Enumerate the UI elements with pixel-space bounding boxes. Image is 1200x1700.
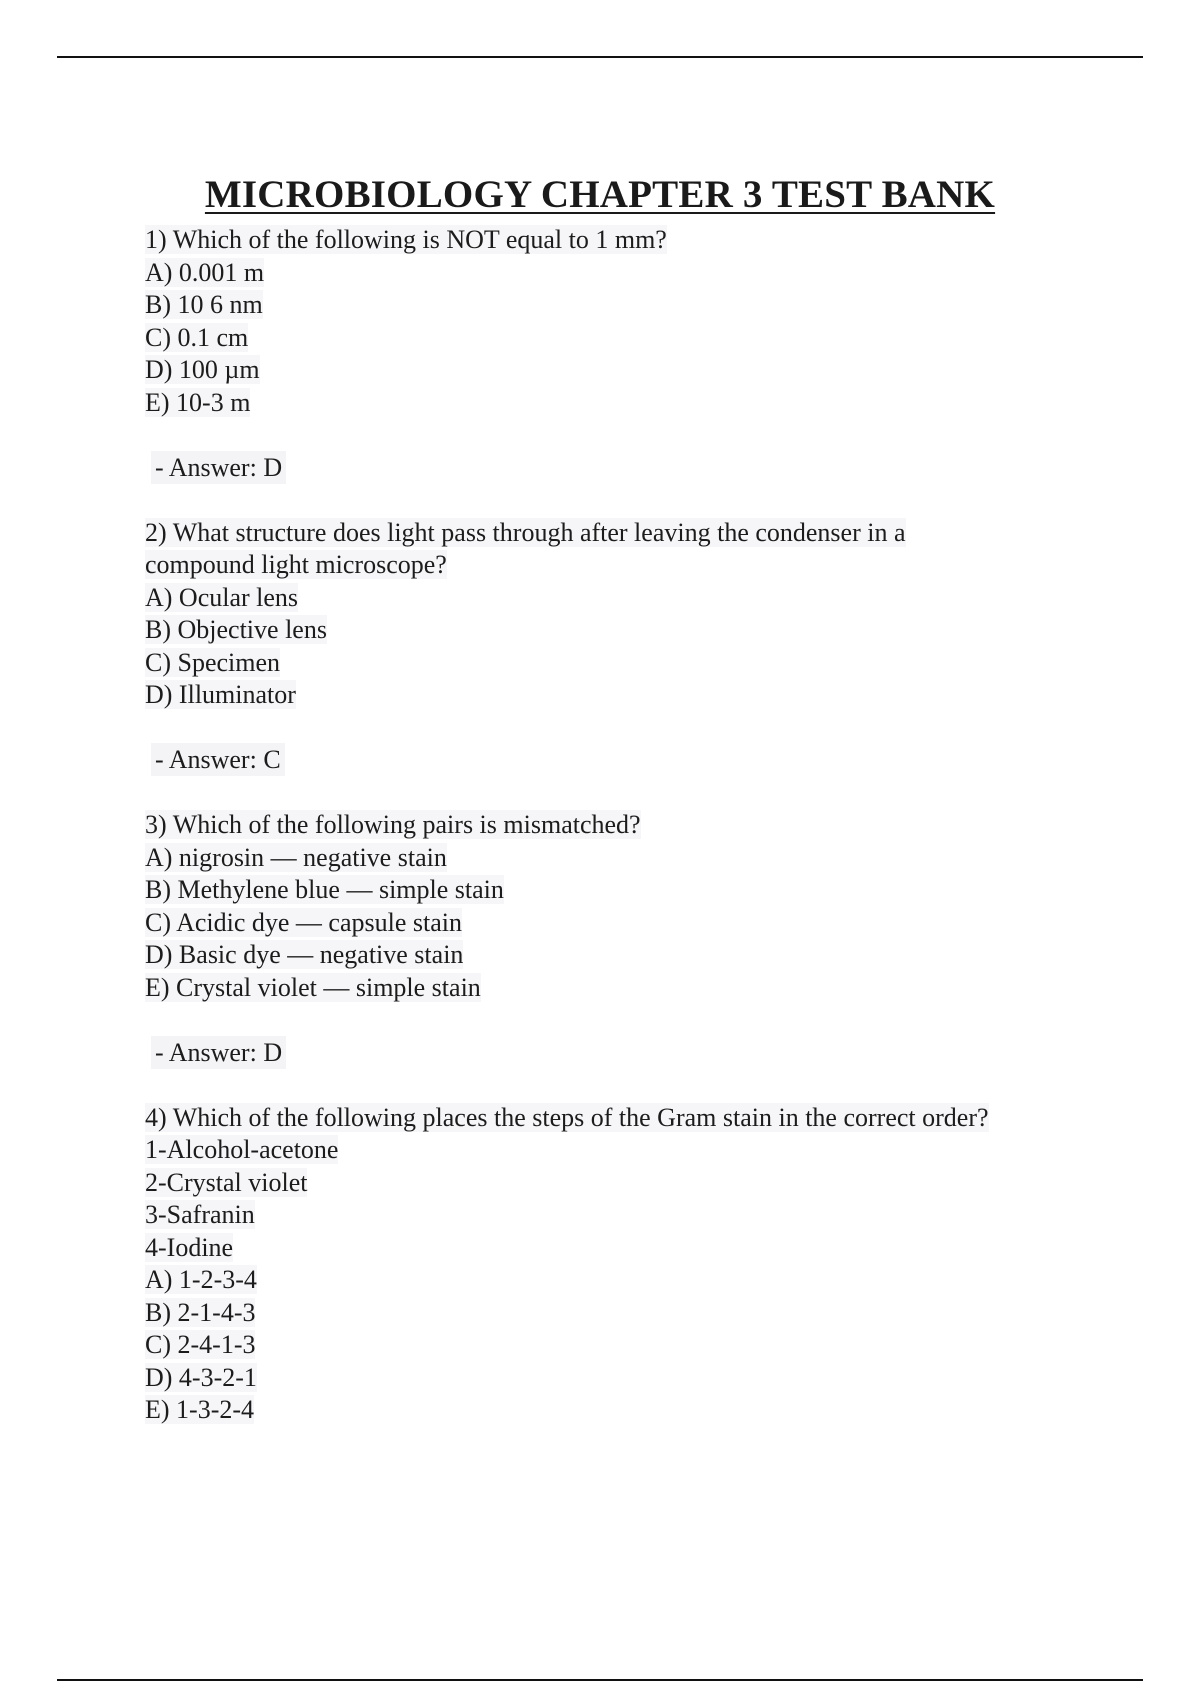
- question-2: [145, 517, 1095, 777]
- question-list: [145, 224, 1095, 1427]
- option-a: A) 0.001 m: [145, 257, 265, 287]
- option-d: D) Basic dye — negative stain: [145, 940, 464, 969]
- option-a: A) nigrosin — negative stain: [145, 842, 447, 872]
- option-a: A) 1-2-3-4: [145, 1265, 257, 1294]
- question-4: [145, 1102, 1095, 1427]
- step-item: 1-Alcohol-acetone: [145, 1135, 339, 1164]
- question-text: 4) Which of the following places the steps of the Gram stain in the correct order?: [145, 1102, 989, 1132]
- option-e: E) 1-3-2-4: [145, 1395, 255, 1424]
- option-c: C) 2-4-1-3: [145, 1330, 256, 1359]
- step-item: 2-Crystal violet: [145, 1167, 308, 1197]
- option-b: B) 2-1-4-3: [145, 1297, 256, 1327]
- option-a: A) Ocular lens: [145, 582, 299, 612]
- option-e: E) 10-3 m: [145, 387, 251, 417]
- step-item: 3-Safranin: [145, 1200, 255, 1229]
- footer-rule: [57, 1679, 1143, 1681]
- option-c: C) Specimen: [145, 647, 281, 677]
- option-c: C) 0.1 cm: [145, 322, 249, 352]
- question-text: 2) What structure does light pass through after leaving the condenser in a compound light microscope?: [145, 517, 906, 579]
- step-item: 4-Iodine: [145, 1232, 234, 1262]
- option-b: B) Objective lens: [145, 615, 327, 644]
- question-text: 3) Which of the following pairs is mismatched?: [145, 810, 641, 839]
- header-rule: [57, 56, 1143, 58]
- question-3: [145, 809, 1095, 1069]
- answer-line: - Answer: D: [145, 452, 1095, 485]
- option-e: E) Crystal violet — simple stain: [145, 972, 481, 1002]
- answer-line: - Answer: D: [145, 1037, 1095, 1070]
- option-d: D) 100 µm: [145, 355, 260, 384]
- document-title: MICROBIOLOGY CHAPTER 3 TEST BANK: [204, 173, 996, 217]
- option-d: D) 4-3-2-1: [145, 1362, 257, 1392]
- option-d: D) Illuminator: [145, 680, 296, 709]
- option-b: B) Methylene blue — simple stain: [145, 875, 504, 904]
- question-text: 1) Which of the following is NOT equal to 1 mm?: [145, 225, 667, 254]
- option-c: C) Acidic dye — capsule stain: [145, 907, 462, 937]
- option-b: B) 10 6 nm: [145, 290, 263, 319]
- answer-line: - Answer: C: [145, 744, 1095, 777]
- question-1: [145, 224, 1095, 484]
